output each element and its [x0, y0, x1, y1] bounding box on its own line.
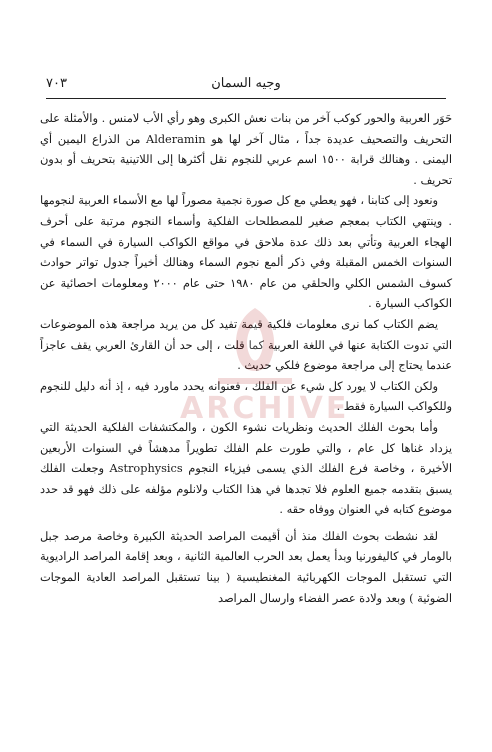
page-body: [40, 109, 452, 609]
page-number: ٧٠٣: [46, 76, 67, 91]
running-header: [46, 76, 446, 99]
paragraph-1: حَوَر العربية والحور كوكب آخر من بنات نعش الكبرى وهو رأي الأب لامنس . والأمثلة على التحريف والتصحيف عديدة جداً ، مثال آخر لها هو Alderamin من الذراع اليمين أي اليمنى . وهنالك قرابة ١٥٠٠ اسم عربي للنجوم نقل أكثرها إلى اللاتينية بتحريف أو بدون تحريف .: [40, 112, 452, 187]
paragraph-5: وأما بحوث الفلك الحديث ونظريات نشوء الكون ، والمكتشفات الفلكية الحديثة التي يزداد غناها كل عام ، والتي طورت علم الفلك تطويراً مدهشاً في السنوات الأربعين الأخيرة ، وخاصة فرع الفلك الذي يسمى فيزياء النجوم Astrophysics وجعلت الفلك يسبق بتقدمه جميع العلوم فلا تجدها في هذا الكتاب ولانلوم مؤلفه على ذلك فهو قد حدد موضوع كتابه في العنوان ووفاه حقه .: [40, 420, 452, 517]
paragraph-2: ونعود إلى كتابنا ، فهو يعطي مع كل صورة نجمية مصوراً لها مع الأسماء العربية لنجومها . وينتهي الكتاب بمعجم صغير للمصطلحات الفلكية وأسماء النجوم مرتبة على أحرف الهجاء العربية وتأتي بعد ذلك عدة ملاحق في مواقع الكواكب السيارة في السماء في السنوات الخمس المقبلة وفي ذكر ألمع نجوم السماء وهنالك أخيراً جدول تواتر حوادث كسوف الشمس الكلي والحلقي من عام ١٩٨٠ حتى عام ٢٠٠٠ ومعلومات احصائية عن الكواكب السيارة .: [40, 194, 452, 311]
paragraph-6: لقد نشطت بحوث الفلك منذ أن أقيمت المراصد الحديثة الكبيرة وخاصة مرصد جبل بالومار في كاليفورنيا وبدأ يعمل بعد الحرب العالمية الثانية ، وبعد إقامة المراصد الراديوية التي تستقبل الموجات الكهربائية المغنطيسية ( بينا تستقبل المراصد العادية الموجات الضوئية ) وبعد ولادة عصر الفضاء وارسال المراصد: [40, 529, 452, 605]
paragraph-3: يضم الكتاب كما نرى معلومات فلكية قيمة تفيد كل من يريد مراجعة هذه الموضوعات التي تدوت الكتابة عنها في اللغة العربية كما قلت ، إلى حد أن القارئ العربي يقف عاجزاً عندما يحتاج إلى مراجعة موضوع فلكي حديث .: [40, 317, 452, 373]
watermark-text: ARCHIVE: [180, 391, 350, 426]
paragraph-4: ولكن الكتاب لا يورد كل شيء عن الفلك ، فعنوانه يحدد ماورد فيه ، إذ أنه دليل للنجوم وللكواكب السيارة فقط .: [40, 379, 452, 414]
header-title: وجيه السمان: [211, 76, 281, 91]
